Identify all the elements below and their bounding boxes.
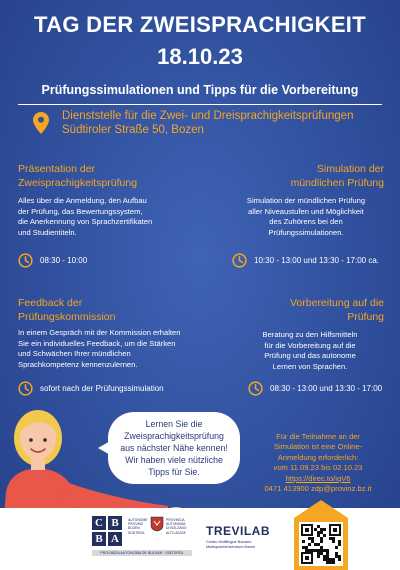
clock-icon bbox=[18, 381, 33, 396]
bubble-line: Zweisprachigkeitsprüfung bbox=[124, 431, 224, 441]
feedback-body-line: Sprachkompetenz kennenzulernen. bbox=[18, 359, 138, 369]
presentation-body-line: und Studientiteln. bbox=[18, 227, 77, 237]
oral-body-line: Prüfungssimulationen. bbox=[268, 227, 344, 237]
preparation-time: 08:30 - 13:00 und 13:30 - 17:00 bbox=[270, 384, 383, 393]
oral-title bbox=[214, 162, 384, 190]
preparation-time-row bbox=[248, 381, 382, 396]
province-label-line: DI BOLZANO bbox=[166, 526, 187, 531]
presentation-title bbox=[18, 162, 137, 190]
cbba-letter: B bbox=[108, 516, 122, 530]
presentation-title-line2: Zweisprachigkeitsprüfung bbox=[18, 177, 138, 189]
clock-icon bbox=[18, 253, 33, 268]
feedback-body-line: und Schwächen Ihrer mündlichen bbox=[18, 349, 131, 359]
feedback-time-row bbox=[18, 381, 164, 396]
location-pin-icon bbox=[33, 112, 49, 134]
registration-dates: vom 11.09.23 bis 02.10.23 bbox=[273, 463, 363, 473]
preparation-title-line2: Prüfung bbox=[347, 311, 384, 323]
registration-line: Für die Teilnahme an der bbox=[276, 432, 360, 441]
feedback-title bbox=[18, 296, 115, 324]
bubble-line: Wir haben viele nützliche bbox=[125, 455, 223, 465]
header-divider bbox=[18, 104, 382, 105]
trevilab-subtitle bbox=[206, 540, 266, 549]
registration-info bbox=[252, 432, 384, 494]
location-address: Südtiroler Straße 50, Bozen bbox=[62, 124, 204, 136]
trevilab-subtitle-line: Centro Multilingue Bolzano bbox=[206, 540, 252, 544]
feedback-title-line1: Feedback der bbox=[18, 297, 83, 309]
preparation-body bbox=[234, 330, 386, 372]
province-bar-label: PROVINZIA AUTONOMA DE BULSAN · SÜDTIROL bbox=[100, 551, 184, 555]
province-label-line: ALTO ADIGE bbox=[166, 530, 186, 535]
oral-time: 10:30 - 13:00 und 13:30 - 17:00 ca. bbox=[254, 256, 379, 265]
cbba-letter: B bbox=[92, 532, 106, 546]
registration-link[interactable]: https://direc.to/iqV6 bbox=[285, 473, 351, 483]
bubble-line: Tipps für Sie. bbox=[148, 467, 200, 477]
feedback-body bbox=[18, 328, 218, 370]
registration-line: Anmeldung erforderlich: bbox=[277, 452, 359, 462]
clock-icon bbox=[232, 253, 247, 268]
feedback-body-line: Sie ein individuelles Feedback, um die Stärken bbox=[18, 338, 176, 348]
registration-contact: 0471 413900 zdp@provinz.bz.it bbox=[264, 484, 372, 494]
presentation-body-line: die Anerkennung von Sprachzertifikaten bbox=[18, 217, 153, 227]
oral-title-line1: Simulation der bbox=[316, 163, 384, 175]
cbba-letter: A bbox=[108, 532, 122, 546]
eagle-emblem-icon bbox=[150, 516, 164, 532]
province-label-it bbox=[166, 518, 200, 535]
page-title: TAG DER ZWEISPRACHIGKEIT bbox=[34, 12, 366, 37]
province-label-line: BOZEN bbox=[128, 526, 140, 531]
presentation-time: 08:30 - 10:00 bbox=[40, 256, 88, 265]
cbba-letter: C bbox=[92, 516, 106, 530]
bubble-line: aus nächster Nähe kennen! bbox=[120, 443, 228, 453]
province-label-line: SÜDTIROL bbox=[128, 530, 146, 535]
preparation-body-line: Lernen von Sprachen. bbox=[272, 361, 348, 371]
oral-body-line: des Zuhörens bei den bbox=[269, 217, 343, 227]
presentation-title-line1: Präsentation der bbox=[18, 163, 96, 175]
preparation-title bbox=[214, 296, 384, 324]
feedback-time: sofort nach der Prüfungssimulation bbox=[40, 384, 164, 393]
province-label-line: PROVINZ bbox=[128, 522, 144, 527]
feedback-title-line2: Prüfungskommission bbox=[18, 311, 116, 323]
province-label-line: AUTONOME bbox=[128, 518, 148, 522]
preparation-title-line1: Vorbereitung auf die bbox=[290, 297, 384, 309]
oral-body bbox=[226, 196, 386, 238]
presentation-body-line: der Prüfung, das Bewertungssystem, bbox=[18, 206, 143, 216]
trevilab-logo: TREVILAB bbox=[206, 524, 270, 538]
trevilab-subtitle-line: Multisprachenzentrum Bozen bbox=[206, 544, 256, 549]
oral-body-line: aller Niveaustufen und Möglichkeit bbox=[248, 206, 364, 216]
preparation-body-line: Beratung zu den Hilfsmitteln bbox=[262, 330, 358, 339]
feedback-body-line: In einem Gespräch mit der Kommission erhalten bbox=[18, 328, 181, 337]
speech-bubble bbox=[108, 412, 240, 484]
bubble-line: Lernen Sie die bbox=[145, 419, 203, 429]
presentation-body-line: Alles über die Anmeldung, den Aufbau bbox=[18, 196, 147, 205]
oral-title-line2: mündlichen Prüfung bbox=[290, 177, 384, 189]
event-date: 18.10.23 bbox=[157, 44, 243, 69]
preparation-body-line: Prüfung und das autonome bbox=[264, 351, 356, 361]
page-subtitle: Prüfungssimulationen und Tipps für die Vorbereitung bbox=[41, 83, 359, 97]
province-label-line: AUTONOMA bbox=[166, 522, 186, 527]
province-label-line: PROVINCIA bbox=[166, 518, 185, 522]
cbba-logo bbox=[92, 516, 122, 546]
presentation-time-row bbox=[18, 253, 87, 268]
location-office: Dienststelle für die Zwei- und Dreisprachigkeitsprüfungen bbox=[62, 110, 354, 122]
preparation-body-line: für die Vorbereitung auf die bbox=[264, 340, 356, 350]
qr-code[interactable] bbox=[294, 500, 348, 570]
oral-time-row bbox=[232, 253, 379, 268]
oral-body-line: Simulation der mündlichen Prüfung bbox=[246, 196, 366, 205]
clock-icon bbox=[248, 381, 263, 396]
registration-line: Simulation ist eine Online- bbox=[273, 442, 363, 452]
presentation-body bbox=[18, 196, 198, 238]
